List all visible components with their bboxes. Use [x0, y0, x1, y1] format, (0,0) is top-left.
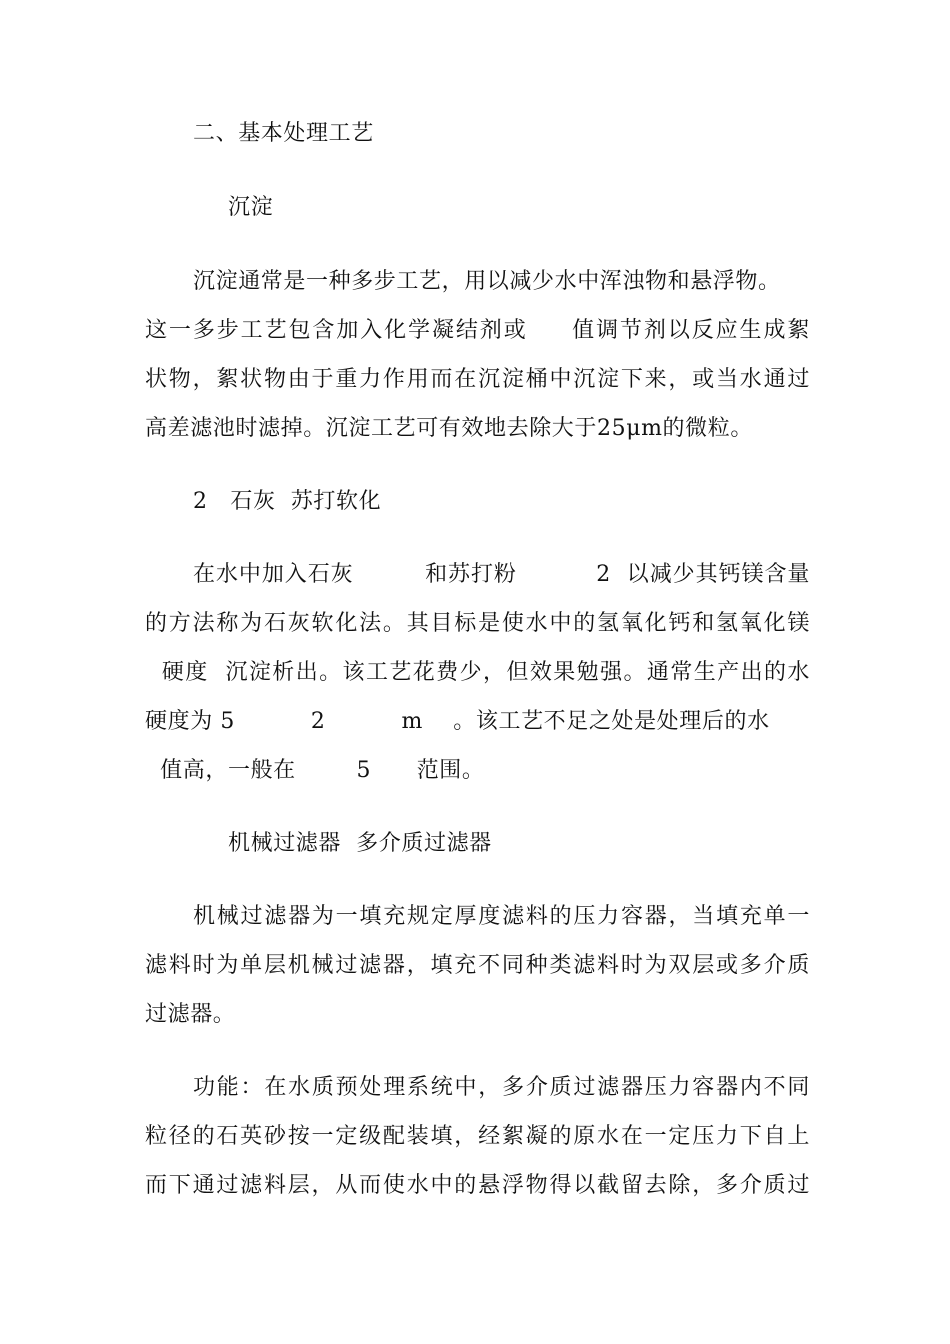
sedimentation-line-3: 状物，絮状物由于重力作用而在沉淀桶中沉淀下来，或当水通过	[145, 367, 810, 392]
subheading-sedimentation: 沉淀	[228, 195, 274, 220]
lime-line-5: 值高，一般在 5 范围。	[145, 758, 485, 783]
function-line-2: 粒径的石英砂按一定级配装填，经絮凝的原水在一定压力下自上	[145, 1124, 810, 1149]
subheading-filter: 机械过滤器 多介质过滤器	[228, 831, 492, 856]
lime-line-1: 在水中加入石灰 和苏打粉 2 以减少其钙镁含量	[193, 562, 810, 587]
filter-line-3: 过滤器。	[145, 1002, 236, 1027]
filter-line-2: 滤料时为单层机械过滤器，填充不同种类滤料时为双层或多介质	[145, 953, 810, 978]
subheading-lime-soda: 2 石灰 苏打软化	[193, 489, 382, 514]
lime-line-4: 硬度为 5 2 m 。该工艺不足之处是处理后的水	[145, 709, 770, 734]
function-line-3: 而下通过滤料层，从而使水中的悬浮物得以截留去除，多介质过	[145, 1173, 810, 1198]
sedimentation-line-2: 这一多步工艺包含加入化学凝结剂或 值调节剂以反应生成絮	[145, 318, 810, 343]
section-heading: 二、基本处理工艺	[193, 121, 374, 146]
lime-line-3: 硬度 沉淀析出。该工艺花费少，但效果勉强。通常生产出的水	[145, 660, 810, 685]
sedimentation-line-4: 高差滤池时滤掉。沉淀工艺可有效地去除大于25μm的微粒。	[145, 416, 753, 441]
filter-line-1: 机械过滤器为一填充规定厚度滤料的压力容器，当填充单一	[193, 904, 810, 929]
lime-line-2: 的方法称为石灰软化法。其目标是使水中的氢氧化钙和氢氧化镁	[145, 611, 810, 636]
sedimentation-line-1: 沉淀通常是一种多步工艺，用以减少水中浑浊物和悬浮物。	[193, 269, 781, 294]
function-line-1: 功能：在水质预处理系统中，多介质过滤器压力容器内不同	[193, 1075, 810, 1100]
